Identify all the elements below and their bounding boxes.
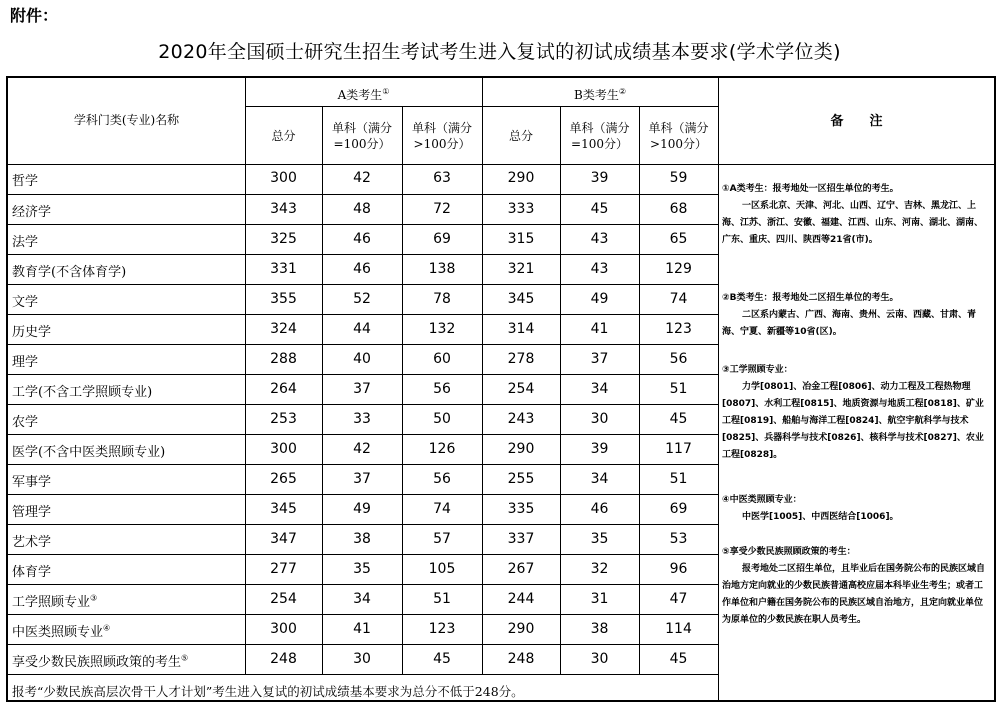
table-row — [8, 434, 719, 464]
divider — [8, 674, 719, 675]
a-single100-cell: 52 — [353, 291, 371, 307]
b-single100-cell: 39 — [590, 441, 609, 457]
a-single-gt100-cell: 126 — [428, 441, 456, 457]
b-total-cell: 337 — [507, 531, 535, 547]
b-single-gt100-cell: 45 — [669, 651, 688, 667]
b-total-cell: 244 — [507, 591, 535, 607]
b-total-cell: 345 — [507, 291, 535, 307]
b-single100-cell: 30 — [590, 651, 609, 667]
b-single-gt100-cell: 117 — [665, 441, 692, 457]
b-single-gt100-cell: 47 — [669, 591, 688, 607]
a-total-cell: 324 — [270, 321, 297, 337]
a-total-cell: 300 — [270, 170, 297, 186]
table-row — [8, 314, 719, 344]
b-single-gt100-cell: 53 — [669, 531, 688, 547]
subject-name: 文学 — [12, 295, 39, 310]
table-row — [8, 584, 719, 614]
a-single-gt100-cell: 63 — [433, 170, 451, 186]
group-a-header: A类考生① — [337, 87, 390, 102]
b-single-gt100-cell: 56 — [669, 351, 688, 367]
a-single100-cell: 49 — [353, 501, 371, 517]
a-single100-cell: 37 — [353, 381, 371, 397]
subject-name: 工学照顾专业③ — [12, 593, 98, 610]
b-total-cell: 290 — [507, 170, 535, 186]
table-row — [8, 344, 719, 374]
a-single100-cell: 33 — [353, 411, 371, 427]
b-single100-cell: 34 — [590, 381, 609, 397]
a-single100-cell: 37 — [353, 471, 371, 487]
a-total-cell: 288 — [270, 351, 297, 367]
subject-name: 医学(不含中医类照顾专业) — [12, 445, 166, 460]
b-total-cell: 333 — [507, 201, 535, 217]
table-row — [8, 224, 719, 254]
table-row — [8, 284, 719, 314]
a-single100-cell: 38 — [353, 531, 371, 547]
subject-name: 农学 — [12, 415, 39, 430]
b-single100-cell: 30 — [590, 411, 609, 427]
b-single-gt100-cell: 51 — [669, 471, 688, 487]
b-single-gt100-cell: 69 — [669, 501, 688, 517]
a-single100-header: 单科（满分 =100分） — [331, 121, 392, 151]
a-single-gt100-cell: 78 — [433, 291, 451, 307]
b-single100-cell: 41 — [590, 321, 609, 337]
a-total-cell: 325 — [270, 231, 297, 247]
table-row — [8, 374, 719, 404]
b-total-cell: 290 — [507, 621, 535, 637]
a-single-gt100-cell: 50 — [433, 411, 451, 427]
subject-name: 法学 — [12, 235, 39, 250]
table-row — [8, 554, 719, 584]
table-row — [8, 524, 719, 554]
a-single-gt100-cell: 69 — [433, 231, 451, 247]
b-single100-cell: 39 — [590, 170, 609, 186]
a-single100-cell: 35 — [353, 561, 371, 577]
b-single100-cell: 49 — [590, 291, 609, 307]
b-total-cell: 254 — [507, 381, 535, 397]
a-single-gt100-cell: 72 — [433, 201, 451, 217]
a-single-gt100-cell: 132 — [428, 321, 456, 337]
b-single-gt100-cell: 65 — [669, 231, 688, 247]
a-single100-cell: 41 — [353, 621, 371, 637]
a-total-cell: 355 — [270, 291, 297, 307]
a-total-header: 总分 — [271, 129, 296, 143]
table-row — [8, 614, 719, 644]
a-single100-cell: 46 — [353, 261, 371, 277]
a-single-gt100-cell: 74 — [433, 501, 451, 517]
table-row — [8, 404, 719, 434]
subject-name: 军事学 — [12, 475, 52, 490]
b-single-gt100-cell: 45 — [669, 411, 688, 427]
b-single100-header: 单科（满分 =100分） — [569, 121, 630, 151]
a-single-gt100-cell: 105 — [428, 561, 456, 577]
a-single100-cell: 42 — [353, 441, 371, 457]
notes-header: 备 注 — [830, 114, 883, 129]
a-total-cell: 347 — [270, 531, 297, 547]
b-single100-cell: 35 — [590, 531, 609, 547]
a-total-cell: 253 — [270, 411, 297, 427]
note-2: ②B类考生：报考地处二区招生单位的考生。 二区系内蒙古、广西、海南、贵州、云南、西藏、甘肃、青海、宁夏、新疆等10省(区)。 — [722, 293, 977, 337]
table-row — [8, 254, 719, 284]
a-total-cell: 300 — [270, 441, 297, 457]
subject-name: 工学(不含工学照顾专业) — [12, 385, 153, 400]
group-b-header: B类考生② — [574, 87, 626, 102]
a-single-gt100-cell: 57 — [433, 531, 451, 547]
subject-name: 哲学 — [12, 174, 39, 189]
b-total-header: 总分 — [508, 129, 533, 143]
subject-name: 管理学 — [12, 505, 52, 520]
a-single-gt100-cell: 45 — [433, 651, 451, 667]
footer-note: 报考“少数民族高层次骨干人才计划”考生进入复试的初试成绩基本要求为总分不低于248分。 — [12, 684, 524, 699]
b-total-cell: 255 — [507, 471, 535, 487]
attachment-label: 附件： — [10, 6, 59, 25]
subject-name: 体育学 — [12, 565, 52, 580]
subject-name: 历史学 — [12, 325, 52, 340]
table-row — [8, 494, 719, 524]
a-single100-cell: 42 — [353, 170, 371, 186]
subject-name: 享受少数民族照顾政策的考生⑤ — [12, 653, 189, 670]
b-total-cell: 278 — [507, 351, 535, 367]
b-total-cell: 321 — [507, 261, 535, 277]
b-total-cell: 314 — [507, 321, 535, 337]
a-total-cell: 254 — [270, 591, 297, 607]
a-total-cell: 345 — [270, 501, 297, 517]
table-row — [8, 644, 719, 674]
a-single-gt100-cell: 56 — [433, 471, 451, 487]
subject-name: 理学 — [12, 355, 39, 370]
subject-header: 学科门类(专业)名称 — [73, 113, 180, 127]
b-total-cell: 243 — [507, 411, 535, 427]
a-single100-cell: 34 — [353, 591, 371, 607]
subject-name: 经济学 — [12, 205, 52, 220]
subject-name: 教育学(不含体育学) — [12, 265, 127, 280]
page-title: 2020年全国硕士研究生招生考试考生进入复试的初试成绩基本要求(学术学位类) — [158, 41, 841, 63]
b-single100-cell: 32 — [590, 561, 609, 577]
a-single100-cell: 30 — [353, 651, 371, 667]
subject-name: 中医类照顾专业④ — [12, 623, 111, 640]
a-total-cell: 248 — [270, 651, 297, 667]
b-single100-cell: 37 — [590, 351, 609, 367]
b-single-gt100-cell: 96 — [669, 561, 688, 577]
b-single-gt100-header: 单科（满分 >100分） — [648, 121, 709, 151]
table-row — [8, 164, 719, 194]
a-single100-cell: 40 — [353, 351, 371, 367]
subject-name: 艺术学 — [12, 535, 52, 550]
b-total-cell: 315 — [507, 231, 535, 247]
b-total-cell: 267 — [507, 561, 535, 577]
b-single100-cell: 46 — [590, 501, 609, 517]
a-single-gt100-cell: 123 — [428, 621, 456, 637]
b-single100-cell: 43 — [590, 261, 609, 277]
table-row — [8, 194, 719, 224]
note-1: ①A类考生：报考地处一区招生单位的考生。 一区系北京、天津、河北、山西、辽宁、吉林、黑龙江、上海、江苏、浙江、安徽、福建、江西、山东、河南、湖北、湖南、广东、重庆、四川、陕西等21省(市)。 — [722, 184, 984, 245]
a-single100-cell: 48 — [353, 201, 371, 217]
b-single100-cell: 45 — [590, 201, 609, 217]
a-total-cell: 277 — [270, 561, 297, 577]
a-total-cell: 331 — [270, 261, 297, 277]
a-single100-cell: 46 — [353, 231, 371, 247]
b-single100-cell: 34 — [590, 471, 609, 487]
a-single-gt100-cell: 51 — [433, 591, 451, 607]
b-single-gt100-cell: 68 — [669, 201, 688, 217]
note-5: ⑤享受少数民族照顾政策的考生： 报考地处二区招生单位，且毕业后在国务院公布的民族区域自治地方定向就业的少数民族普通高校应届本科毕业生考生；或者工作单位和户籍在国务院公布的民族区域自治地方，且定向就业单位为原单位的少数民族在职人员考生。 — [722, 547, 986, 625]
a-single-gt100-header: 单科（满分 >100分） — [411, 121, 472, 151]
divider — [245, 106, 719, 107]
a-single-gt100-cell: 56 — [433, 381, 451, 397]
b-total-cell: 290 — [507, 441, 535, 457]
table-row — [8, 464, 719, 494]
a-single-gt100-cell: 60 — [433, 351, 451, 367]
table-body — [8, 164, 719, 674]
b-single-gt100-cell: 59 — [669, 170, 688, 186]
a-total-cell: 264 — [270, 381, 297, 397]
a-single100-cell: 44 — [353, 321, 371, 337]
b-single-gt100-cell: 123 — [665, 321, 692, 337]
b-total-cell: 248 — [507, 651, 535, 667]
b-total-cell: 335 — [507, 501, 535, 517]
b-single100-cell: 38 — [590, 621, 609, 637]
note-4: ④中医类照顾专业： 中医学[1005]、中西医结合[1006]。 — [722, 495, 899, 522]
a-total-cell: 300 — [270, 621, 297, 637]
b-single-gt100-cell: 51 — [669, 381, 688, 397]
b-single-gt100-cell: 74 — [669, 291, 688, 307]
a-total-cell: 265 — [270, 471, 297, 487]
b-single-gt100-cell: 129 — [665, 261, 692, 277]
score-table — [6, 76, 996, 702]
a-total-cell: 343 — [270, 201, 297, 217]
note-3: ③工学照顾专业： 力学[0801]、冶金工程[0806]、动力工程及工程热物理[0807]、水利工程[0815]、地质资源与地质工程[0818]、矿业工程[0819]、船舶与海洋工程[0824]、航空宇航科学与技术[0825]、兵器科学与技术[0826]、核科学与技术[0827]、农业工程[0828]。 — [722, 365, 984, 460]
b-single-gt100-cell: 114 — [665, 621, 692, 637]
b-single100-cell: 43 — [590, 231, 609, 247]
b-single100-cell: 31 — [590, 591, 609, 607]
a-single-gt100-cell: 138 — [428, 261, 456, 277]
